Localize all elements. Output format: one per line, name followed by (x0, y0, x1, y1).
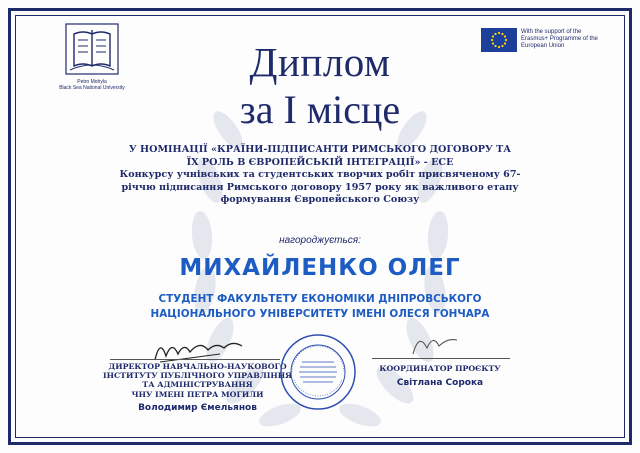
director-title (95, 362, 300, 399)
university-name: Petro Mohyla Black Sea National University (59, 79, 125, 91)
awarded-label: нагороджується: (279, 235, 361, 246)
director-title-line: ТА АДМІНІСТРУВАННЯ (142, 380, 253, 390)
coordinator-title: КООРДИНАТОР ПРОЄКТУ (379, 364, 501, 373)
director-title-line: ДИРЕКТОР НАВЧАЛЬНО-НАУКОВОГО (108, 362, 287, 371)
recipient-name: МИХАЙЛЕНКО ОЛЕГ (179, 255, 461, 281)
coordinator-name: Світлана Сорока (396, 378, 484, 388)
nomination-line: ЇХ РОЛЬ В ЄВРОПЕЙСЬКІЙ ІНТЕГРАЦІЇ» - ЕСЕ (186, 156, 454, 168)
contest-line: формування Європейського Союзу (220, 194, 420, 206)
recipient-desc-line: НАЦІОНАЛЬНОГО УНІВЕРСИТЕТУ ІМЕНІ ОЛЕСЯ ГОНЧАРА (150, 307, 490, 320)
eu-support-text: With the support of the Erasmus+ Programme of the European Union (521, 29, 598, 50)
contest-line: Конкурсу учнівських та студентських творчих робіт присвяченому 67- (119, 169, 521, 181)
director-title-line: ЧНУ ІМЕНІ ПЕТРА МОГИЛИ (131, 389, 264, 399)
director-signature-line (110, 359, 280, 360)
director-signature (150, 332, 250, 366)
recipient-desc-line: СТУДЕНТ ФАКУЛЬТЕТУ ЕКОНОМІКИ ДНІПРОВСЬКОГО (158, 293, 482, 305)
contest-line: річчю підписання Римського договору 1957 року як важливого етапу (121, 181, 519, 193)
recipient-description (60, 292, 580, 321)
coordinator-signature (405, 328, 465, 358)
nomination-block (80, 144, 560, 207)
director-name: Володимир Ємельянов (138, 403, 257, 413)
place-title: за І місце (239, 87, 401, 132)
director-title-line: ІНСТИТУТУ ПУБЛІЧНОГО УПРАВЛІННЯ (102, 371, 293, 381)
nomination-line: У НОМІНАЦІЇ «КРАЇНИ-ПІДПИСАНТИ РИМСЬКОГО ДОГОВОРУ ТА (128, 144, 512, 155)
coordinator-signature-line (372, 358, 510, 359)
institute-stamp (278, 332, 358, 412)
diploma-title: Диплом (249, 39, 391, 85)
